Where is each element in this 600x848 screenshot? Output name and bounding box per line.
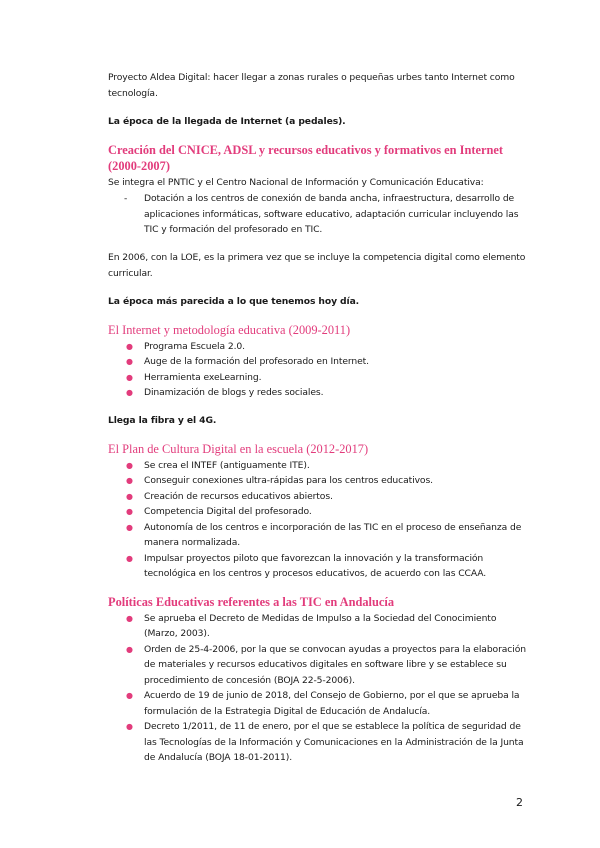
list-item: ● Dinamización de blogs y redes sociales.: [108, 385, 530, 401]
bullet-icon: ●: [126, 476, 133, 485]
list-item: ● Orden de 25-4-2006, por la que se convocan ayudas a proyectos para la elaboración de materiales y recursos educativos digitales en software libre y se establece su procedimiento de concesión (BOJA 22-5-2006).: [126, 643, 526, 686]
loe-paragraph: En 2006, con la LOE, es la primera vez que se incluye la competencia digital como elemento curricular.: [108, 251, 526, 279]
list-item: ● Autonomía de los centros e incorporación de las TIC en el proceso de enseñanza de manera normalizada.: [126, 521, 522, 548]
bullet-icon: ●: [126, 460, 133, 470]
bullet-icon: ●: [126, 491, 133, 501]
bullet-icon: ●: [126, 522, 133, 532]
list-item: ● Competencia Digital del profesorado.: [108, 504, 530, 520]
list-item: ● Conseguir conexiones ultra-rápidas para los centros educativos.: [108, 473, 530, 489]
section-lead-cnice: Se integra el PNTIC y el Centro Nacional de Información y Comunicación Educativa:: [108, 177, 484, 188]
section-title-cnice: Creación del CNICE, ADSL y recursos educativos y formativos en Internet (2000-2007): [108, 143, 503, 173]
list-metodologia: [108, 339, 530, 401]
list-cnice: [108, 191, 530, 238]
list-item: ● Programa Escuela 2.0.: [108, 339, 530, 355]
list-item: ● Auge de la formación del profesorado en Internet.: [108, 354, 530, 370]
document-body: [108, 70, 530, 778]
intro-paragraph: Proyecto Aldea Digital: hacer llegar a zonas rurales o pequeñas urbes tanto Internet como tecnología.: [108, 72, 515, 99]
list-item: ● Herramienta exeLearning.: [108, 370, 530, 386]
epoch-heading-2: La época más parecida a lo que tenemos hoy día.: [108, 295, 360, 307]
bullet-icon: ●: [126, 644, 133, 654]
list-item: ● Se aprueba el Decreto de Medidas de Impulso a la Sociedad del Conocimiento (Marzo, 2003).: [126, 612, 497, 639]
page-number: 2: [516, 796, 523, 809]
list-cultura-digital: [108, 458, 530, 582]
list-item: ● Creación de recursos educativos abiertos.: [108, 489, 530, 505]
bullet-icon: ●: [126, 553, 133, 563]
bullet-icon: ●: [126, 341, 133, 351]
list-item: - Dotación a los centros de conexión de banda ancha, infraestructura, desarrollo de aplicaciones informáticas, software educativo, adaptación curricular incluyendo las TIC y formación del profesorado en TIC.: [124, 193, 519, 235]
epoch-heading-1: La época de la llegada de Internet (a pedales).: [108, 116, 346, 127]
epoch-heading-3: Llega la fibra y el 4G.: [108, 414, 217, 426]
list-item: ● Impulsar proyectos piloto que favorezcan la innovación y la transformación tecnológica en los centros y procesos educativos, de acuerdo con las CCAA.: [126, 552, 487, 579]
bullet-icon: ●: [126, 507, 133, 516]
section-title-cultura-digital: El Plan de Cultura Digital en la escuela (2012-2017): [108, 441, 369, 456]
list-item: ● Decreto 1/2011, de 11 de enero, por el que se establece la política de seguridad de las Tecnologías de la Información y Comunicaciones en la Administración de la Junta de Andalucía (BOJA 18-01-2011).: [126, 721, 524, 763]
bullet-icon: ●: [126, 372, 133, 382]
bullet-icon: ●: [126, 691, 133, 700]
section-title-andalucia: Políticas Educativas referentes a las TIC en Andalucía: [108, 594, 395, 609]
list-andalucia: [108, 611, 530, 766]
dash-bullet-icon: -: [124, 193, 128, 204]
bullet-icon: ●: [126, 722, 133, 731]
section-title-metodologia: El Internet y metodología educativa (2009-2011): [108, 322, 351, 337]
bullet-icon: ●: [126, 388, 133, 397]
list-item: ● Acuerdo de 19 de junio de 2018, del Consejo de Gobierno, por el que se aprueba la formulación de la Estrategia Digital de Educación de Andalucía.: [126, 690, 520, 717]
bullet-icon: ●: [126, 357, 133, 366]
bullet-icon: ●: [126, 613, 133, 623]
list-item: ● Se crea el INTEF (antiguamente ITE).: [108, 458, 530, 474]
